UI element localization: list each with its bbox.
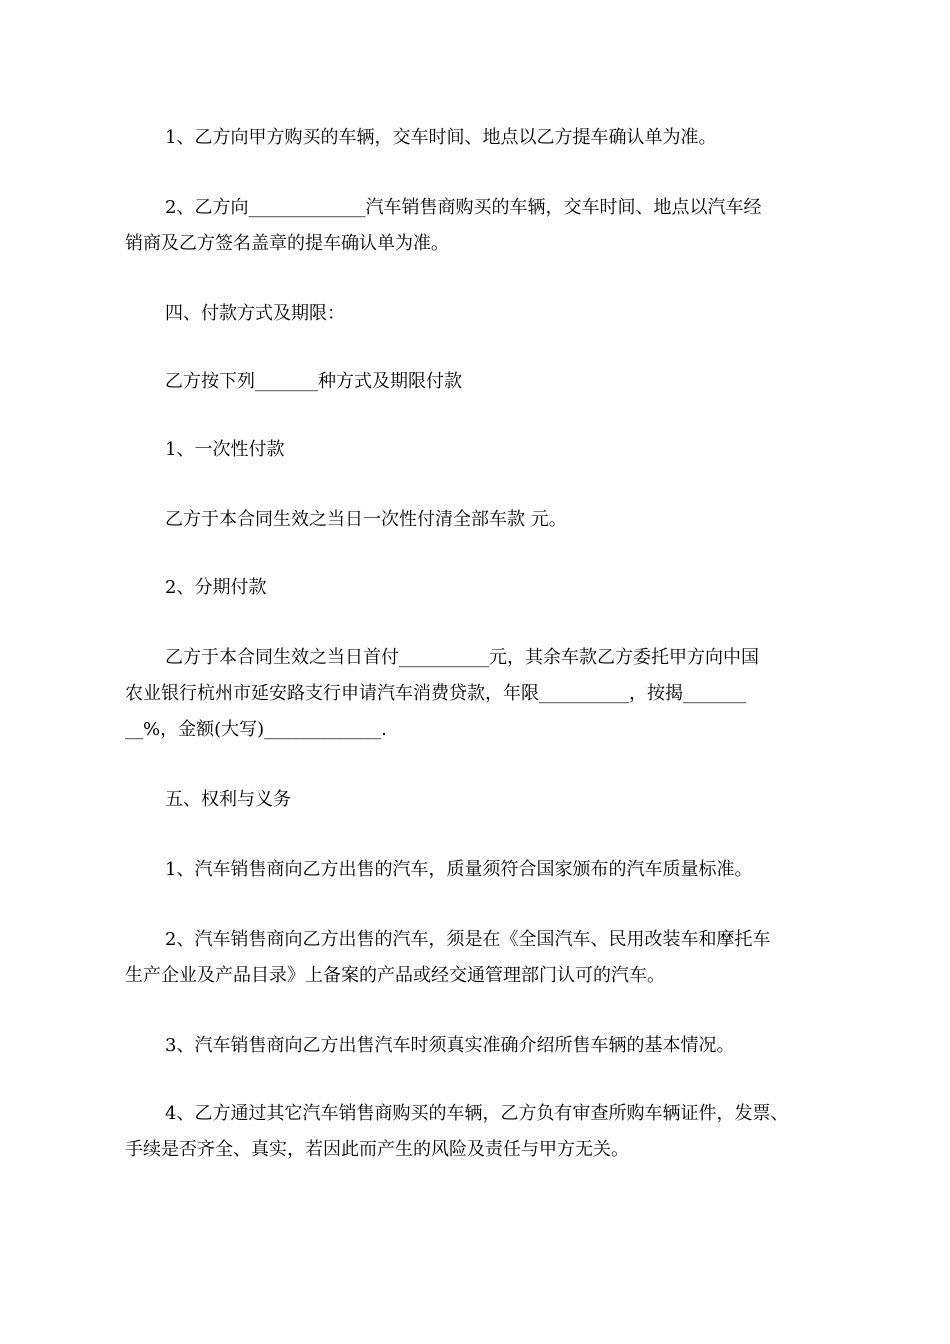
paragraph-vehicle-disclosure bbox=[145, 1028, 825, 1064]
paragraph-delivery-from-party-a bbox=[145, 120, 825, 156]
text-line: 1、汽车销售商向乙方出售的汽车，质量须符合国家颁布的汽车质量标准。 bbox=[165, 859, 753, 880]
text-line: 生产企业及产品目录》上备案的产品或经交通管理部门认可的汽车。 bbox=[125, 965, 665, 986]
text-line: 农业银行杭州市延安路支行申请汽车消费贷款，年限__________，按揭_______ bbox=[125, 683, 746, 704]
text-line: 销商及乙方签名盖章的提车确认单为准。 bbox=[125, 233, 449, 254]
text-line: __%，金额(大写)_____________. bbox=[125, 719, 387, 740]
paragraph-delivery-from-dealer bbox=[125, 190, 825, 262]
text-line: 1、乙方向甲方购买的车辆，交车时间、地点以乙方提车确认单为准。 bbox=[165, 127, 717, 148]
subheading-installment bbox=[145, 570, 825, 606]
section-heading-rights bbox=[145, 782, 825, 818]
text-line: 1、一次性付款 bbox=[165, 439, 285, 460]
text-line: 3、汽车销售商向乙方出售汽车时须真实准确介绍所售车辆的基本情况。 bbox=[165, 1035, 735, 1056]
section-heading-payment bbox=[145, 296, 825, 332]
text-line: 2、汽车销售商向乙方出售的汽车，须是在《全国汽车、民用改装车和摩托车 bbox=[165, 929, 771, 950]
paragraph-quality-standard bbox=[145, 852, 825, 888]
paragraph-catalog-registration bbox=[125, 922, 825, 994]
paragraph-installment bbox=[125, 640, 825, 748]
text-line: 4、乙方通过其它汽车销售商购买的车辆，乙方负有审查所购车辆证件，发票、 bbox=[165, 1103, 789, 1124]
text-line: 五、权利与义务 bbox=[165, 789, 291, 810]
paragraph-lump-sum bbox=[145, 502, 825, 538]
text-line: 2、分期付款 bbox=[165, 577, 267, 598]
text-line: 乙方于本合同生效之当日首付__________元，其余车款乙方委托甲方向中国 bbox=[165, 647, 759, 668]
text-line: 2、乙方向_____________汽车销售商购买的车辆，交车时间、地点以汽车经 bbox=[165, 197, 762, 218]
text-line: 乙方按下列_______种方式及期限付款 bbox=[165, 371, 462, 392]
paragraph-payment-method bbox=[145, 364, 825, 400]
paragraph-buyer-responsibility bbox=[125, 1096, 825, 1168]
text-line: 四、付款方式及期限： bbox=[165, 303, 345, 324]
text-line: 乙方于本合同生效之当日一次性付清全部车款 元。 bbox=[165, 509, 567, 530]
subheading-lump-sum bbox=[145, 432, 825, 468]
text-line: 手续是否齐全、真实，若因此而产生的风险及责任与甲方无关。 bbox=[125, 1139, 629, 1160]
